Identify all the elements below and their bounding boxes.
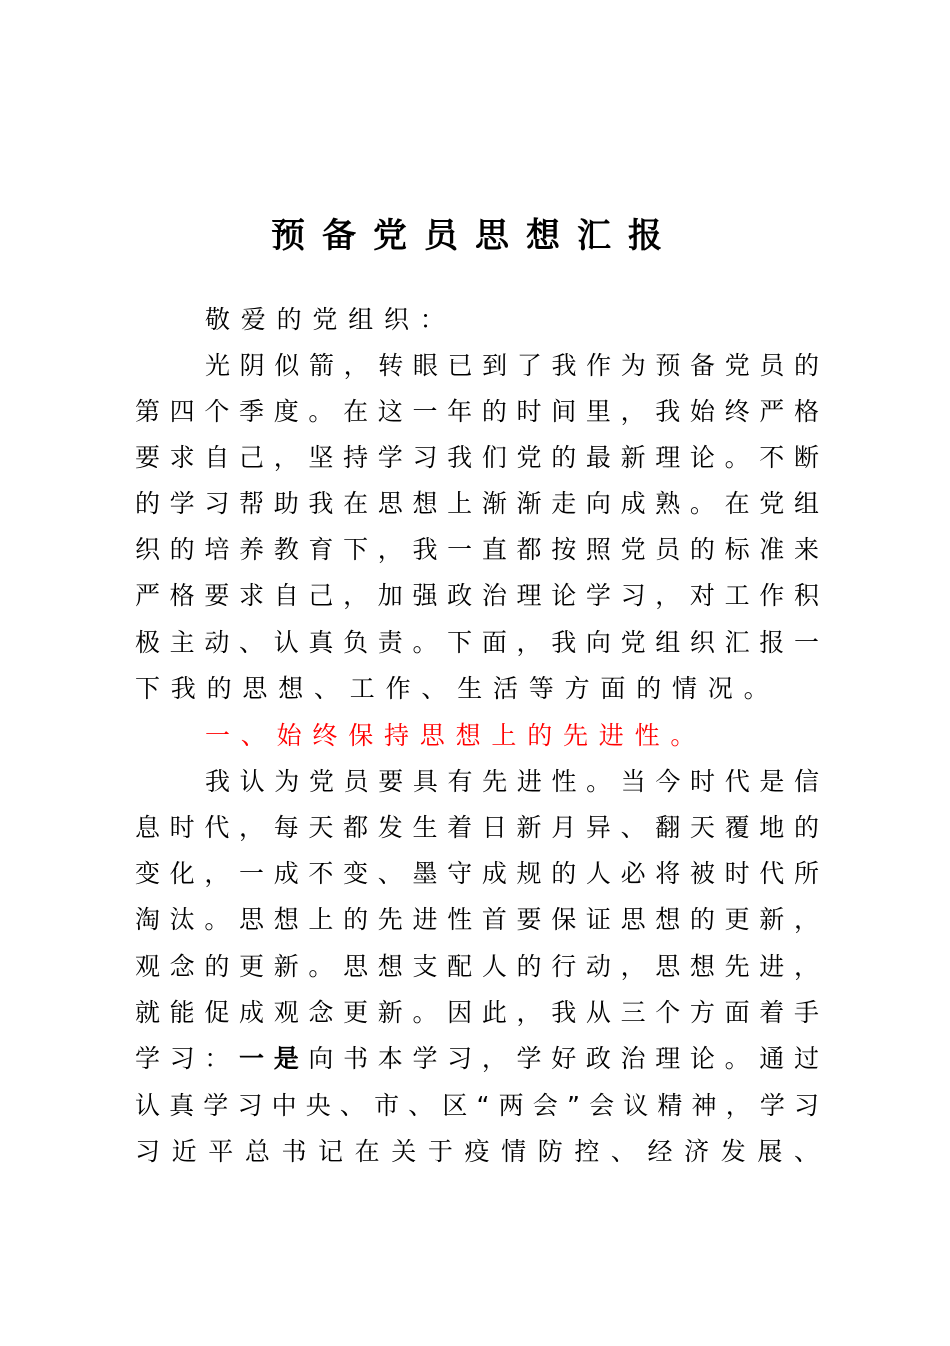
emphasis-text: 一是 <box>239 1044 309 1073</box>
body-line: 息时代，每天都发生着日新月异、翻天覆地的 <box>135 813 819 842</box>
body-line: 第四个季度。在这一年的时间里，我始终严格 <box>135 397 819 426</box>
salutation: 敬爱的党组织： <box>205 305 456 334</box>
body-line: 就能促成观念更新。因此，我从三个方面着手 <box>135 998 819 1027</box>
body-text: 学习： <box>135 1044 240 1073</box>
body-line: 严格要求自己，加强政治理论学习，对工作积 <box>135 581 819 610</box>
body-line: 观念的更新。思想支配人的行动，思想先进， <box>135 952 819 981</box>
body-text: 向书本学习，学好政治理论。通过 <box>308 1044 819 1073</box>
body-line: 变化，一成不变、墨守成规的人必将被时代所 <box>135 859 819 888</box>
body-line: 光阴似箭，转眼已到了我作为预备党员的 <box>205 351 819 380</box>
body-line-mixed <box>135 1036 819 1082</box>
body-line: 下我的思想、工作、生活等方面的情况。 <box>135 674 780 703</box>
body-line: 淘汰。思想上的先进性首要保证思想的更新， <box>135 905 819 934</box>
section-heading: 一、始终保持思想上的先进性。 <box>205 721 707 750</box>
body-line: 极主动、认真负责。下面，我向党组织汇报一 <box>135 628 819 657</box>
body-line: 我认为党员要具有先进性。当今时代是信 <box>205 767 819 796</box>
body-line: 认真学习中央、市、区“两会”会议精神，学习 <box>135 1091 819 1120</box>
document-title: 预备党员思想汇报 <box>271 216 679 256</box>
body-line: 要求自己，坚持学习我们党的最新理论。不断 <box>135 443 819 472</box>
body-line: 的学习帮助我在思想上渐渐走向成熟。在党组 <box>135 489 819 518</box>
body-line: 织的培养教育下，我一直都按照党员的标准来 <box>135 535 819 564</box>
body-line: 习近平总书记在关于疫情防控、经济发展、 <box>135 1137 819 1166</box>
